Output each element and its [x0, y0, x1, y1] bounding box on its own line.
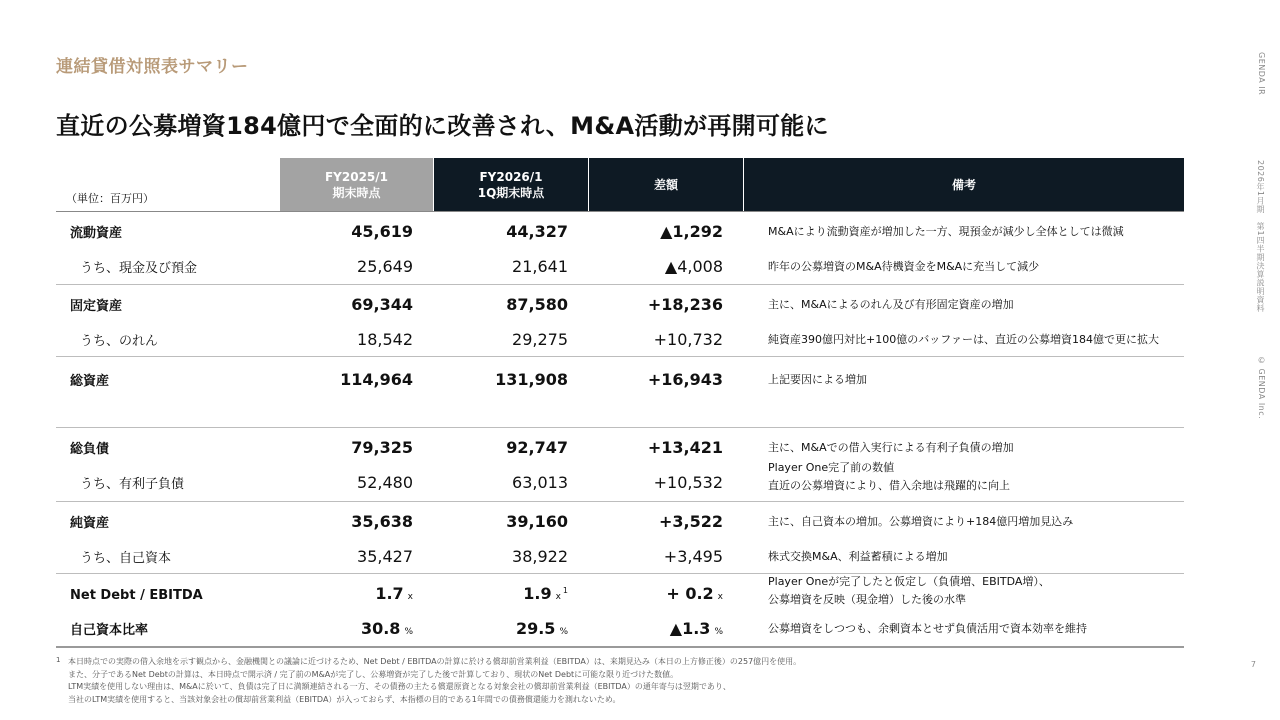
table-row — [56, 609, 1184, 644]
value-fy2026: 21,641 — [512, 257, 568, 276]
table-row — [56, 285, 1184, 320]
balance-sheet-table — [56, 158, 1184, 648]
col-header-fy2026-1q: FY2026/1 1Q期末時点 — [434, 158, 588, 211]
col-header-difference: 差額 — [589, 158, 743, 211]
page-number: 7 — [1250, 660, 1256, 669]
value-difference: +3,522 — [658, 512, 723, 531]
row-group-current-assets — [56, 212, 1184, 285]
value-fy2025: 79,325 — [351, 438, 413, 457]
col-header-remarks: 備考 — [744, 158, 1184, 211]
table-row — [56, 212, 1184, 247]
row-group-total-assets — [56, 357, 1184, 428]
remark: 上記要因による増加 — [768, 373, 867, 386]
value-fy2026: 1.9 $x^1$ — [523, 584, 568, 603]
table-header — [56, 158, 1184, 212]
row-group-liabilities — [56, 428, 1184, 502]
table-row — [56, 537, 1184, 572]
side-brand-label: GENDA IR — [1257, 52, 1266, 96]
value-difference: ▲1.3 % — [669, 619, 723, 638]
remark: 公募増資をしつつも、余剰資本とせず負債活用で資本効率を維持 — [768, 622, 1087, 635]
value-fy2025: 52,480 — [357, 473, 413, 492]
table-row — [56, 463, 1184, 498]
row-label: うち、現金及び預金 — [80, 261, 198, 276]
page-headline: 直近の公募増資184億円で全面的に改善され、M&A活動が再開可能に — [56, 112, 829, 140]
table-row — [56, 247, 1184, 282]
row-group-ratios — [56, 574, 1184, 648]
value-fy2026: 92,747 — [506, 438, 568, 457]
value-fy2026: 29,275 — [512, 330, 568, 349]
section-title: 連結貸借対照表サマリー — [56, 57, 249, 77]
value-difference: ▲1,292 — [660, 222, 723, 241]
table-row — [56, 502, 1184, 537]
footnote-mark: 1 — [56, 656, 61, 664]
value-fy2026: 131,908 — [495, 370, 568, 389]
value-difference: +18,236 — [647, 295, 723, 314]
row-label: 純資産 — [70, 516, 110, 531]
row-group-net-assets — [56, 502, 1184, 574]
row-label: うち、自己資本 — [80, 551, 172, 566]
row-label: Net Debt / EBITDA — [70, 588, 203, 603]
value-difference: +13,421 — [647, 438, 723, 457]
value-fy2025: 69,344 — [351, 295, 413, 314]
remark: M&Aにより流動資産が増加した一方、現預金が減少し全体としては微減 — [768, 225, 1124, 238]
row-group-fixed-assets — [56, 285, 1184, 357]
side-copyright: © GENDA Inc. — [1257, 356, 1266, 420]
side-document-label: 2026年1月期 第1四半期決算説明資料 — [1256, 160, 1265, 313]
row-label: うち、のれん — [80, 334, 159, 349]
remark: 株式交換M&A、利益蓄積による増加 — [768, 550, 948, 563]
remark: 主に、自己資本の増加。公募増資により+184億円増加見込み — [768, 515, 1074, 528]
value-fy2025: 25,649 — [357, 257, 413, 276]
value-difference: + 0.2 x — [666, 584, 723, 603]
value-fy2025: 35,427 — [357, 547, 413, 566]
value-fy2026: 39,160 — [506, 512, 568, 531]
table-row — [56, 574, 1184, 609]
row-label: 流動資産 — [70, 226, 123, 241]
value-fy2025: 30.8 % — [360, 619, 413, 638]
row-label: 総負債 — [70, 442, 110, 457]
row-label: 自己資本比率 — [70, 623, 149, 638]
value-fy2026: 87,580 — [506, 295, 568, 314]
value-fy2025: 114,964 — [340, 370, 413, 389]
value-difference: +10,532 — [653, 473, 723, 492]
row-label: うち、有利子負債 — [80, 477, 185, 492]
remark: Player One完了前の数値 直近の公募増資により、借入余地は飛躍的に向上 — [768, 461, 1010, 492]
row-label: 固定資産 — [70, 299, 123, 314]
unit-label: （単位：百万円） — [66, 192, 154, 205]
value-fy2026: 38,922 — [512, 547, 568, 566]
value-difference: +16,943 — [647, 370, 723, 389]
value-difference: +10,732 — [653, 330, 723, 349]
value-fy2026: 63,013 — [512, 473, 568, 492]
value-fy2026: 29.5 % — [515, 619, 568, 638]
remark: 主に、M&Aでの借入実行による有利子負債の増加 — [768, 441, 1014, 454]
value-fy2025: 18,542 — [357, 330, 413, 349]
value-fy2026: 44,327 — [506, 222, 568, 241]
value-difference: +3,495 — [663, 547, 723, 566]
value-difference: ▲4,008 — [664, 257, 723, 276]
remark: 純資産390億円対比+100億のバッファーは、直近の公募増資184億で更に拡大 — [768, 333, 1159, 346]
value-fy2025: 35,638 — [351, 512, 413, 531]
value-fy2025: 45,619 — [351, 222, 413, 241]
footnote-ref: 1 — [562, 585, 568, 595]
row-label: 総資産 — [70, 374, 110, 389]
remark: 昨年の公募増資のM&A待機資金をM&Aに充当して減少 — [768, 260, 1040, 273]
footnote: 1 本日時点での実際の借入余地を示す観点から、金融機関との議論に近づけるため、Net Debt / EBITDAの計算に於ける償却前営業利益（EBITDA）は、来期見込み（本日の上方修正後）の257億円を使用。 また、分子であるNet Debtの計算は、本日時点で開示済 / 完了前のM&Aが完了し、公募増資が完了した後で計算しており、現状のNet Debtに可能な限り近づけた数値。 LTM実績を使用しない理由は、M&Aに於いて、負債は完了日に満額連結される一方、その債務の主たる償還原資となる対象会社の償却前営業利益（EBITDA）の通年寄与は翌期であり、 当社のLTM実績を使用すると、当該対象会社の償却前営業利益（EBITDA）が入っておらず、本指標の目的である1年間での債務償還能力を測れないため。 — [56, 656, 802, 704]
remark: 主に、M&Aによるのれん及び有形固定資産の増加 — [768, 298, 1014, 311]
remark: Player Oneが完了したと仮定し（負債増、EBITDA増）、 公募増資を反映（現金増）した後の水準 — [768, 575, 1050, 606]
value-fy2025: 1.7 x — [375, 584, 413, 603]
col-header-fy2025: FY2025/1 期末時点 — [280, 158, 433, 211]
table-row — [56, 320, 1184, 355]
table-row — [56, 357, 1184, 395]
table-row — [56, 428, 1184, 463]
